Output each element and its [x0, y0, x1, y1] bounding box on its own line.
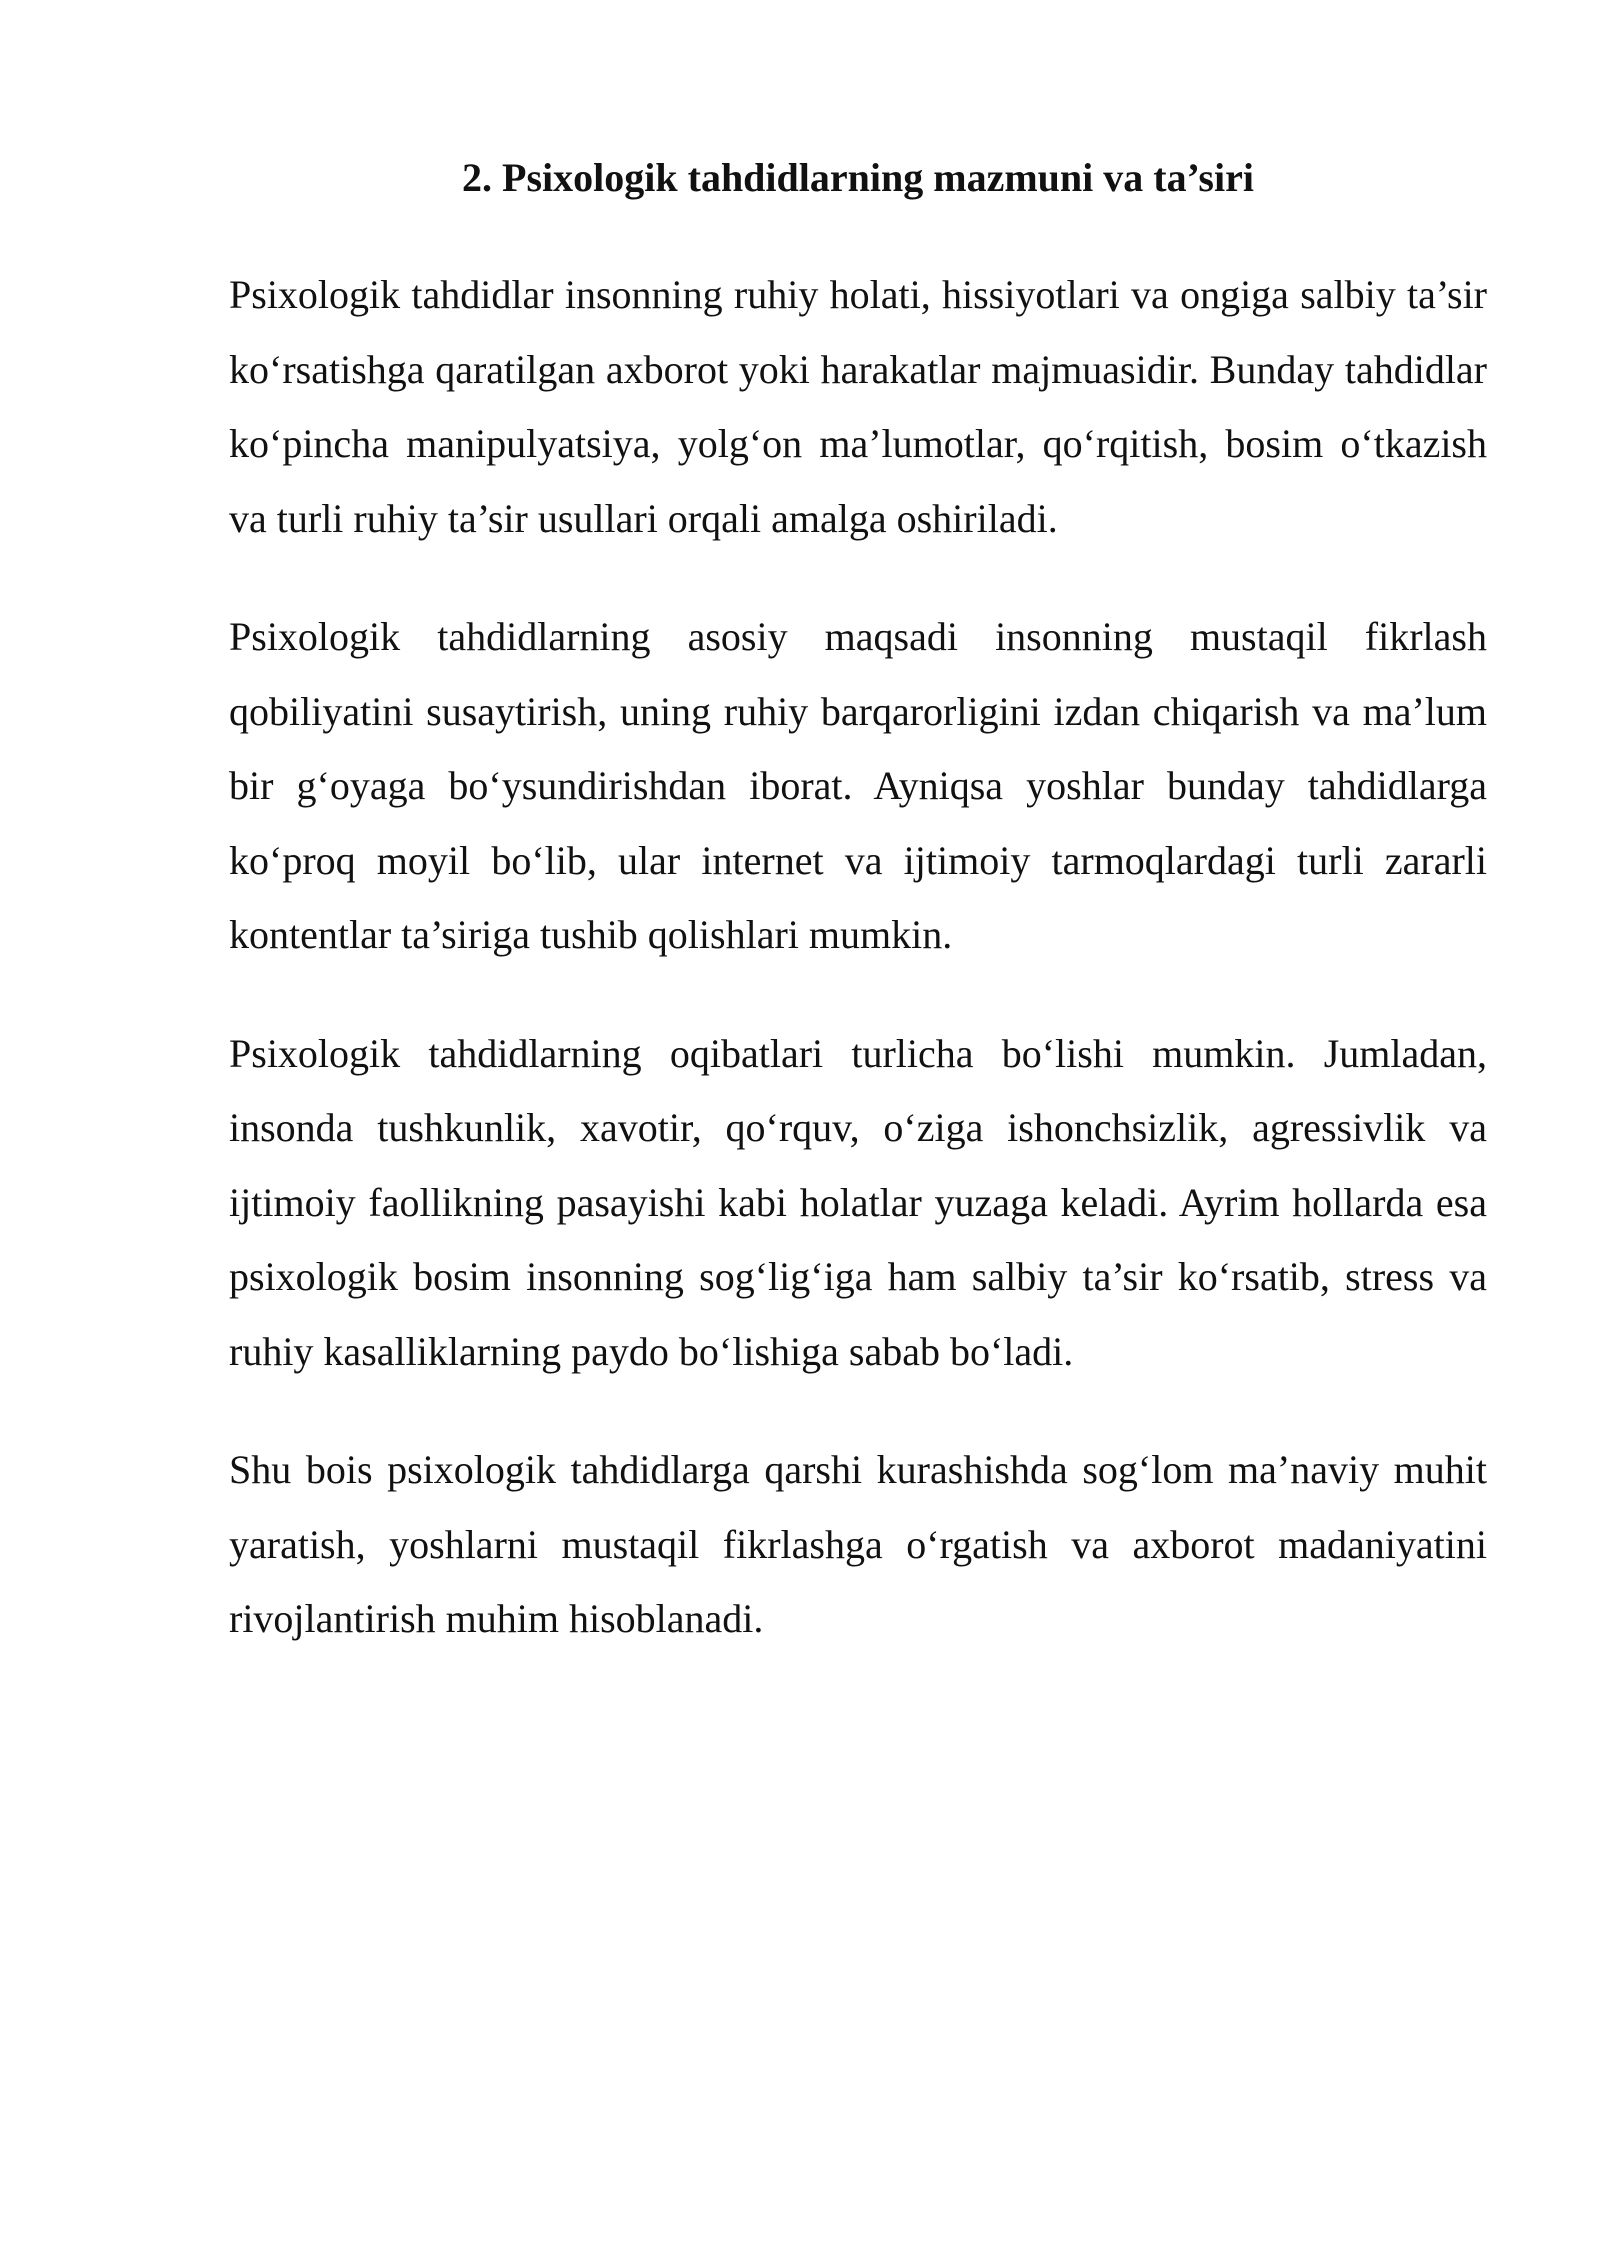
- section-heading: 2. Psixologik tahdidlarning mazmuni va ta’siri: [462, 155, 1254, 200]
- document-body: [229, 148, 1487, 1657]
- paragraph-3: Psixologik tahdidlarning oqibatlari turlicha bo‘lishi mumkin. Jumladan, insonda tushkunlik, xavotir, qo‘rquv, o‘ziga ishonchsizlik, agressivlik va ijtimoiy faollikning pasayishi kabi holatlar yuzaga keladi. Ayrim hollarda esa psixologik bosim insonning sog‘lig‘iga ham salbiy ta’sir ko‘rsatib, stress va ruhiy kasalliklarning paydo bo‘lishiga sabab bo‘ladi.: [229, 1030, 1487, 1374]
- paragraph-2: Psixologik tahdidlarning asosiy maqsadi insonning mustaqil fikrlash qobiliyatini susaytirish, uning ruhiy barqarorligini izdan chiqarish va ma’lum bir g‘oyaga bo‘ysundirishdan iborat. Ayniqsa yoshlar bunday tahdidlarga ko‘proq moyil bo‘lib, ular internet va ijtimoiy tarmoqlardagi turli zararli kontentlar ta’siriga tushib qolishlari mumkin.: [229, 614, 1487, 957]
- paragraph-4: Shu bois psixologik tahdidlarga qarshi kurashishda sog‘lom ma’naviy muhit yaratish, yoshlarni mustaqil fikrlashga o‘rgatish va axborot madaniyatini rivojlantirish muhim hisoblanadi.: [229, 1447, 1487, 1641]
- paragraph-1: Psixologik tahdidlar insonning ruhiy holati, hissiyotlari va ongiga salbiy ta’sir ko‘rsatishga qaratilgan axborot yoki harakatlar majmuasidir. Bunday tahdidlar ko‘pincha manipulyatsiya, yolg‘on ma’lumotlar, qo‘rqitish, bosim o‘tkazish va turli ruhiy ta’sir usullari orqali amalga oshiriladi.: [229, 272, 1487, 541]
